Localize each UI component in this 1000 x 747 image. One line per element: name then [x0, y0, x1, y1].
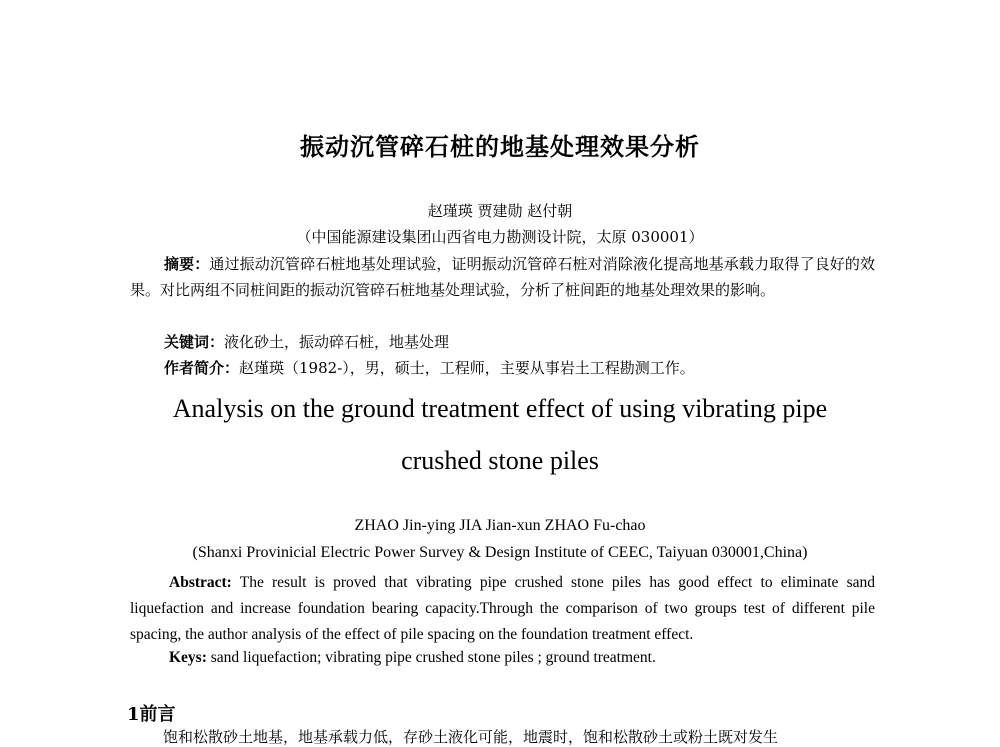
chinese-abstract	[130, 251, 875, 303]
english-keys-label: Keys:	[169, 649, 207, 666]
chinese-author-intro-text: 赵瑾瑛（1982-），男，硕士，工程师，主要从事岩土工程勘测工作。	[239, 359, 695, 377]
chinese-keywords-text: 液化砂土，振动碎石桩，地基处理	[224, 333, 450, 351]
english-title-line2: crushed stone piles	[401, 446, 599, 475]
chinese-keywords-label: 关键词：	[164, 333, 225, 351]
english-keys	[169, 649, 656, 667]
chinese-authors: 赵瑾瑛 贾建勋 赵付朝	[427, 202, 573, 220]
body-first-line: 饱和松散砂土地基，地基承载力低，存砂土液化可能，地震时，饱和松散砂土或粉土既对发生	[163, 728, 779, 746]
chinese-affiliation: （中国能源建设集团山西省电力勘测设计院，太原 030001）	[296, 228, 704, 246]
section-heading: 1前言	[127, 704, 176, 725]
chinese-abstract-label: 摘要：	[164, 255, 210, 273]
english-abstract-text: The result is proved that vibrating pipe crushed stone piles has good effect to eliminate sand liquefaction and increase foundation bearing capacity.Through the comparison of two groups test of different pile spacing, the author analysis of the effect of pile spacing on the foundation treatment effect.	[130, 574, 875, 643]
english-abstract-label: Abstract:	[169, 574, 232, 591]
chinese-keywords	[164, 331, 449, 352]
chinese-abstract-text: 通过振动沉管碎石桩地基处理试验，证明振动沉管碎石桩对消除液化提高地基承载力取得了良好的效果。对比两组不同桩间距的振动沉管碎石桩地基处理试验，分析了桩间距的地基处理效果的影响。	[130, 255, 875, 299]
english-title-line1: Analysis on the ground treatment effect of using vibrating pipe	[172, 394, 828, 423]
chinese-title: 振动沉管碎石桩的地基处理效果分析	[300, 132, 700, 161]
chinese-author-intro	[164, 357, 695, 378]
english-affiliation: (Shanxi Provinicial Electric Power Survey & Design Institute of CEEC, Taiyuan 030001,China)	[192, 544, 808, 561]
english-abstract	[130, 570, 875, 648]
chinese-author-intro-label: 作者简介：	[164, 359, 240, 377]
english-keys-text: sand liquefaction; vibrating pipe crushed stone piles ; ground treatment.	[206, 649, 656, 666]
english-authors: ZHAO Jin-ying JIA Jian-xun ZHAO Fu-chao	[354, 517, 646, 534]
